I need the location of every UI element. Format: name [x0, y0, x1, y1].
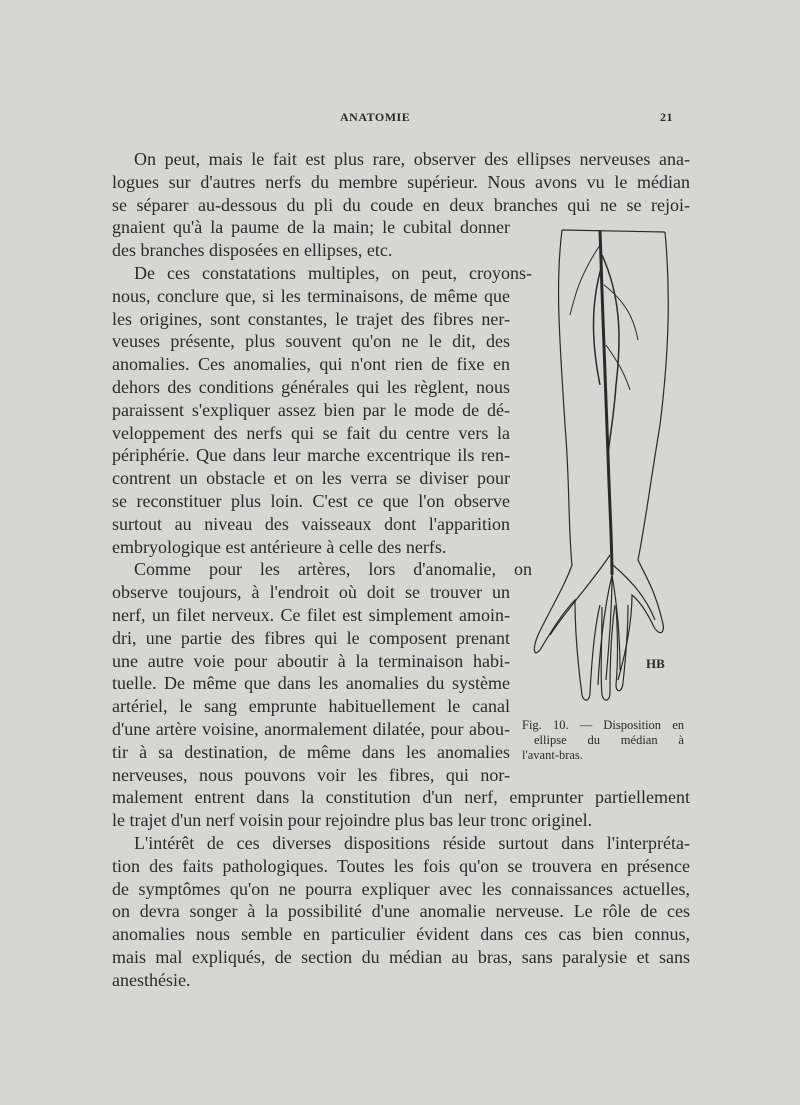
text-line: anomalies nous semble en particulier évident dans ces cas bien connus,: [112, 924, 690, 945]
text-line: malement entrent dans la constitution d'un nerf, emprunter partiellement: [112, 787, 690, 808]
arm-top-edge: [562, 230, 665, 232]
text-line: nous, conclure que, si les terminaisons, de même que: [112, 285, 510, 306]
figure-caption: [522, 718, 684, 763]
text-line: anomalies. Ces anomalies, qui n'ont rien de fixe en: [112, 354, 510, 375]
text-line: se séparer au-dessous du pli du coude en deux branches qui ne se rejoi-: [112, 194, 690, 215]
text-line: des branches disposées en ellipses, etc.: [112, 240, 393, 261]
text-line: tir à sa destination, de même dans les anomalies: [112, 741, 510, 762]
text-line: L'intérêt de ces diverses dispositions réside surtout dans l'interpréta-: [134, 832, 690, 853]
arm-left-outline: [534, 230, 590, 700]
text-line: de symptômes qu'on ne pourra expliquer avec les connaissances actuelles,: [112, 878, 690, 899]
forearm-median-nerve-illustration: [520, 225, 700, 705]
median-nerve-trunk: [600, 230, 612, 575]
text-line: nerveuses, nous pouvons voir les fibres, qui nor-: [112, 764, 510, 785]
text-line: veuses présente, plus souvent qu'on ne le dit, des: [112, 331, 510, 352]
text-line: anesthésie.: [112, 969, 191, 990]
text-line: contrent un obstacle et on les verra se diviser pour: [112, 468, 510, 489]
caption-line: l'avant-bras.: [522, 748, 583, 762]
text-line: gnaient qu'à la paume de la main; le cubital donner: [112, 217, 510, 238]
text-line: se reconstituer plus loin. C'est ce que l'on observe: [112, 490, 510, 511]
text-line: observe toujours, à l'endroit où doit se trouver un: [112, 582, 510, 603]
text-line: dehors des conditions générales qui les règlent, nous: [112, 376, 510, 397]
text-line: nerf, un filet nerveux. Ce filet est simplement amoin-: [112, 604, 510, 625]
page-number: 21: [660, 110, 673, 124]
text-line: dri, une partie des fibres qui le composent prenant: [112, 627, 510, 648]
text-line: On peut, mais le fait est plus rare, observer des ellipses nerveuses ana-: [134, 149, 690, 169]
text-line: paraissent s'expliquer assez bien par le mode de dé-: [112, 399, 510, 420]
text-line: embryologique est antérieure à celle des nerfs.: [112, 536, 447, 557]
text-line: périphérie. Que dans leur marche excentrique ils ren-: [112, 445, 510, 466]
text-line: logues sur d'autres nerfs du membre supérieur. Nous avons vu le médian: [112, 171, 690, 192]
text-line: mais mal expliqués, de section du médian au bras, sans paralysie et sans: [112, 946, 690, 967]
text-line: Comme pour les artères, lors d'anomalie, on: [134, 559, 532, 580]
running-title: ANATOMIE: [340, 110, 411, 124]
text-line: De ces constatations multiples, on peut, croyons-: [134, 262, 532, 283]
text-line: on devra songer à la possibilité d'une anomalie nerveuse. Le rôle de ces: [112, 901, 690, 922]
text-line: artériel, le sang emprunte habituellement le canal: [112, 696, 510, 717]
arm-right-outline: [618, 232, 668, 680]
text-line: les origines, sont constantes, le trajet des fibres ner-: [112, 308, 510, 329]
text-line: une autre voie pour aboutir à la terminaison habi-: [112, 650, 510, 671]
caption-line: ellipse du médian à: [534, 733, 684, 747]
text-line: tuelle. De même que dans les anomalies du système: [112, 673, 510, 694]
illustrator-signature: HB: [646, 656, 665, 671]
text-line: d'une artère voisine, anormalement dilatée, pour abou-: [112, 718, 510, 739]
text-line: surtout au niveau des vaisseaux dont l'apparition: [112, 513, 510, 534]
caption-line: Fig. 10. — Disposition en: [522, 718, 684, 732]
fingers: [590, 605, 628, 700]
text-line: veloppement des nerfs qui se fait du centre vers la: [112, 422, 510, 443]
text-line: tion des faits pathologiques. Toutes les fois qu'on se trouvera en présence: [112, 855, 690, 876]
text-line: le trajet d'un nerf voisin pour rejoindre plus bas leur tronc originel.: [112, 810, 593, 831]
